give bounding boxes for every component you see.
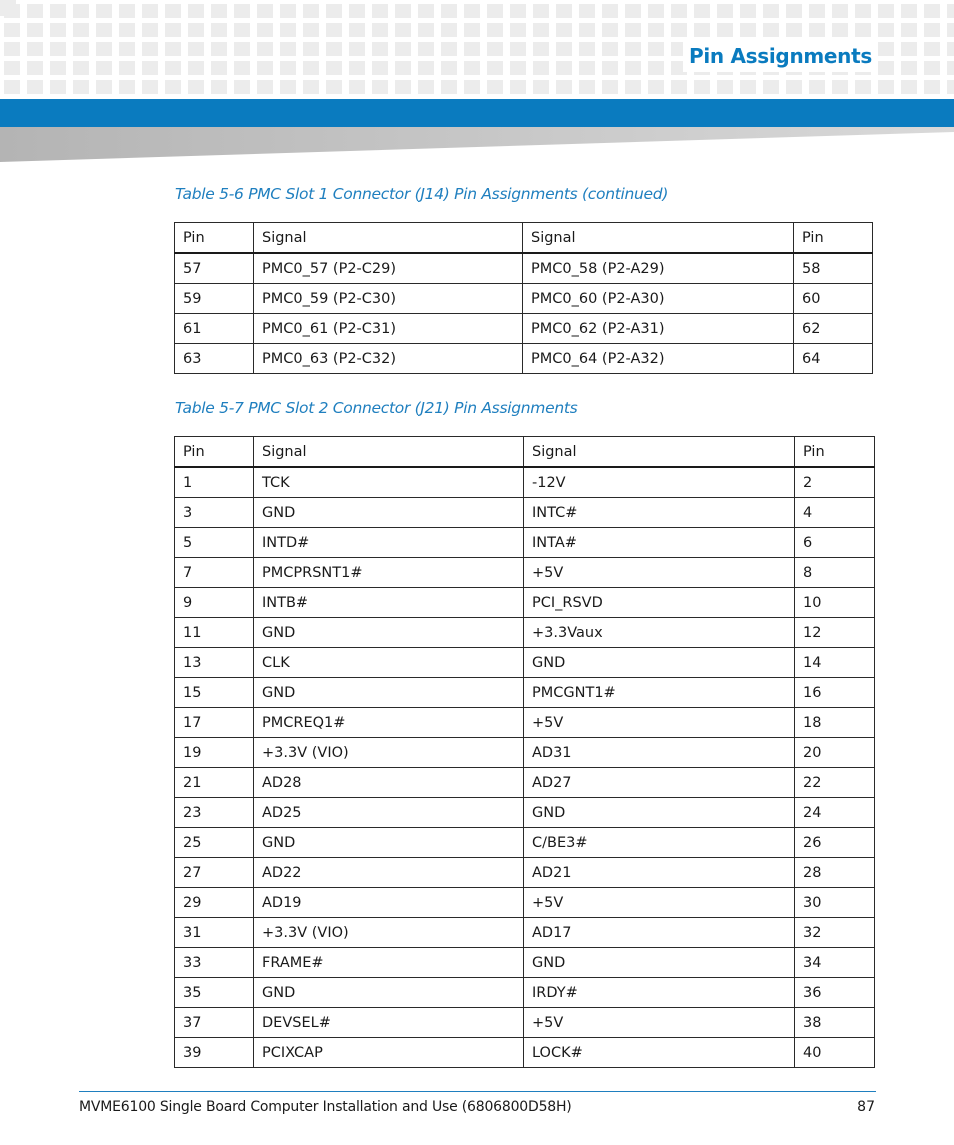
page-section-title: Pin Assignments <box>683 42 872 72</box>
signal-cell: INTD# <box>254 528 524 558</box>
pin-number-cell: 37 <box>175 1008 254 1038</box>
signal-cell: +5V <box>524 1008 795 1038</box>
table-row <box>175 618 875 648</box>
pin-number-cell: 26 <box>795 828 875 858</box>
table-row <box>175 948 875 978</box>
footer-document-title: MVME6100 Single Board Computer Installation and Use (6806800D58H) <box>79 1099 572 1115</box>
signal-cell: PMC0_61 (P2-C31) <box>254 314 523 344</box>
signal-cell: -12V <box>524 467 795 498</box>
signal-cell: PMCGNT1# <box>524 678 795 708</box>
pin-number-cell: 36 <box>795 978 875 1008</box>
table-header-row <box>175 437 875 468</box>
pin-number-cell: 33 <box>175 948 254 978</box>
table-row <box>175 918 875 948</box>
pin-number-cell: 4 <box>795 498 875 528</box>
signal-cell: PMC0_57 (P2-C29) <box>254 253 523 284</box>
column-header: Signal <box>254 437 524 468</box>
table-row <box>175 708 875 738</box>
table-row <box>175 253 873 284</box>
signal-cell: +5V <box>524 708 795 738</box>
pin-number-cell: 10 <box>795 588 875 618</box>
pin-number-cell: 60 <box>794 284 873 314</box>
table-caption-5-7: Table 5-7 PMC Slot 2 Connector (J21) Pin Assignments <box>175 399 578 417</box>
pin-table-j14 <box>174 222 873 374</box>
table-row <box>175 888 875 918</box>
pin-number-cell: 20 <box>795 738 875 768</box>
signal-cell: TCK <box>254 467 524 498</box>
pin-number-cell: 8 <box>795 558 875 588</box>
pin-number-cell: 58 <box>794 253 873 284</box>
signal-cell: PMCPRSNT1# <box>254 558 524 588</box>
pin-number-cell: 28 <box>795 858 875 888</box>
pin-table-j21 <box>174 436 875 1068</box>
pin-number-cell: 3 <box>175 498 254 528</box>
pin-number-cell: 22 <box>795 768 875 798</box>
signal-cell: GND <box>524 798 795 828</box>
pin-number-cell: 62 <box>794 314 873 344</box>
signal-cell: CLK <box>254 648 524 678</box>
column-header: Signal <box>523 223 794 254</box>
pin-number-cell: 1 <box>175 467 254 498</box>
table-row <box>175 1008 875 1038</box>
signal-cell: GND <box>254 978 524 1008</box>
table-row <box>175 978 875 1008</box>
signal-cell: PMC0_64 (P2-A32) <box>523 344 794 374</box>
signal-cell: AD31 <box>524 738 795 768</box>
pin-number-cell: 63 <box>175 344 254 374</box>
table-header-row <box>175 223 873 254</box>
pin-number-cell: 30 <box>795 888 875 918</box>
signal-cell: PCI_RSVD <box>524 588 795 618</box>
signal-cell: GND <box>254 678 524 708</box>
signal-cell: PMC0_63 (P2-C32) <box>254 344 523 374</box>
table-row <box>175 528 875 558</box>
table-row <box>175 648 875 678</box>
signal-cell: FRAME# <box>254 948 524 978</box>
signal-cell: +3.3V (VIO) <box>254 918 524 948</box>
pin-number-cell: 25 <box>175 828 254 858</box>
signal-cell: INTC# <box>524 498 795 528</box>
signal-cell: AD17 <box>524 918 795 948</box>
table-row <box>175 588 875 618</box>
pin-number-cell: 6 <box>795 528 875 558</box>
pin-number-cell: 34 <box>795 948 875 978</box>
pin-number-cell: 5 <box>175 528 254 558</box>
footer-rule <box>79 1091 876 1092</box>
signal-cell: AD27 <box>524 768 795 798</box>
table-row <box>175 738 875 768</box>
pin-number-cell: 27 <box>175 858 254 888</box>
signal-cell: IRDY# <box>524 978 795 1008</box>
signal-cell: INTB# <box>254 588 524 618</box>
signal-cell: INTA# <box>524 528 795 558</box>
table-row <box>175 798 875 828</box>
pin-number-cell: 21 <box>175 768 254 798</box>
pin-number-cell: 14 <box>795 648 875 678</box>
pin-number-cell: 18 <box>795 708 875 738</box>
pin-number-cell: 24 <box>795 798 875 828</box>
pin-number-cell: 2 <box>795 467 875 498</box>
signal-cell: PMCREQ1# <box>254 708 524 738</box>
header-gray-wedge <box>0 127 954 163</box>
table-row <box>175 498 875 528</box>
signal-cell: GND <box>524 948 795 978</box>
table-row <box>175 768 875 798</box>
pin-number-cell: 29 <box>175 888 254 918</box>
column-header: Pin <box>175 223 254 254</box>
signal-cell: GND <box>254 498 524 528</box>
signal-cell: +3.3V (VIO) <box>254 738 524 768</box>
signal-cell: PMC0_62 (P2-A31) <box>523 314 794 344</box>
signal-cell: C/BE3# <box>524 828 795 858</box>
pin-number-cell: 17 <box>175 708 254 738</box>
table-row <box>175 314 873 344</box>
pin-number-cell: 35 <box>175 978 254 1008</box>
signal-cell: LOCK# <box>524 1038 795 1068</box>
pin-number-cell: 31 <box>175 918 254 948</box>
column-header: Pin <box>175 437 254 468</box>
pin-number-cell: 23 <box>175 798 254 828</box>
signal-cell: PMC0_59 (P2-C30) <box>254 284 523 314</box>
column-header: Signal <box>254 223 523 254</box>
column-header: Signal <box>524 437 795 468</box>
signal-cell: AD22 <box>254 858 524 888</box>
pin-number-cell: 59 <box>175 284 254 314</box>
signal-cell: +3.3Vaux <box>524 618 795 648</box>
table-row <box>175 678 875 708</box>
signal-cell: +5V <box>524 558 795 588</box>
table-row <box>175 344 873 374</box>
signal-cell: GND <box>254 618 524 648</box>
column-header: Pin <box>795 437 875 468</box>
signal-cell: AD25 <box>254 798 524 828</box>
pin-number-cell: 38 <box>795 1008 875 1038</box>
table-row <box>175 1038 875 1068</box>
pin-number-cell: 9 <box>175 588 254 618</box>
pin-number-cell: 15 <box>175 678 254 708</box>
pin-number-cell: 11 <box>175 618 254 648</box>
signal-cell: AD19 <box>254 888 524 918</box>
table-row <box>175 467 875 498</box>
table-row <box>175 858 875 888</box>
table-row <box>175 828 875 858</box>
table-row <box>175 284 873 314</box>
pin-number-cell: 7 <box>175 558 254 588</box>
signal-cell: DEVSEL# <box>254 1008 524 1038</box>
table-caption-5-6: Table 5-6 PMC Slot 1 Connector (J14) Pin Assignments (continued) <box>175 185 669 203</box>
page-number: 87 <box>857 1099 875 1115</box>
signal-cell: PMC0_58 (P2-A29) <box>523 253 794 284</box>
pin-number-cell: 12 <box>795 618 875 648</box>
signal-cell: +5V <box>524 888 795 918</box>
table-row <box>175 558 875 588</box>
pin-number-cell: 16 <box>795 678 875 708</box>
signal-cell: AD21 <box>524 858 795 888</box>
pin-number-cell: 40 <box>795 1038 875 1068</box>
signal-cell: GND <box>524 648 795 678</box>
header-band <box>0 99 954 127</box>
signal-cell: PCIXCAP <box>254 1038 524 1068</box>
pin-number-cell: 61 <box>175 314 254 344</box>
pin-number-cell: 19 <box>175 738 254 768</box>
pin-number-cell: 39 <box>175 1038 254 1068</box>
pin-number-cell: 57 <box>175 253 254 284</box>
pin-number-cell: 64 <box>794 344 873 374</box>
pin-number-cell: 32 <box>795 918 875 948</box>
column-header: Pin <box>794 223 873 254</box>
signal-cell: AD28 <box>254 768 524 798</box>
signal-cell: GND <box>254 828 524 858</box>
signal-cell: PMC0_60 (P2-A30) <box>523 284 794 314</box>
pin-number-cell: 13 <box>175 648 254 678</box>
